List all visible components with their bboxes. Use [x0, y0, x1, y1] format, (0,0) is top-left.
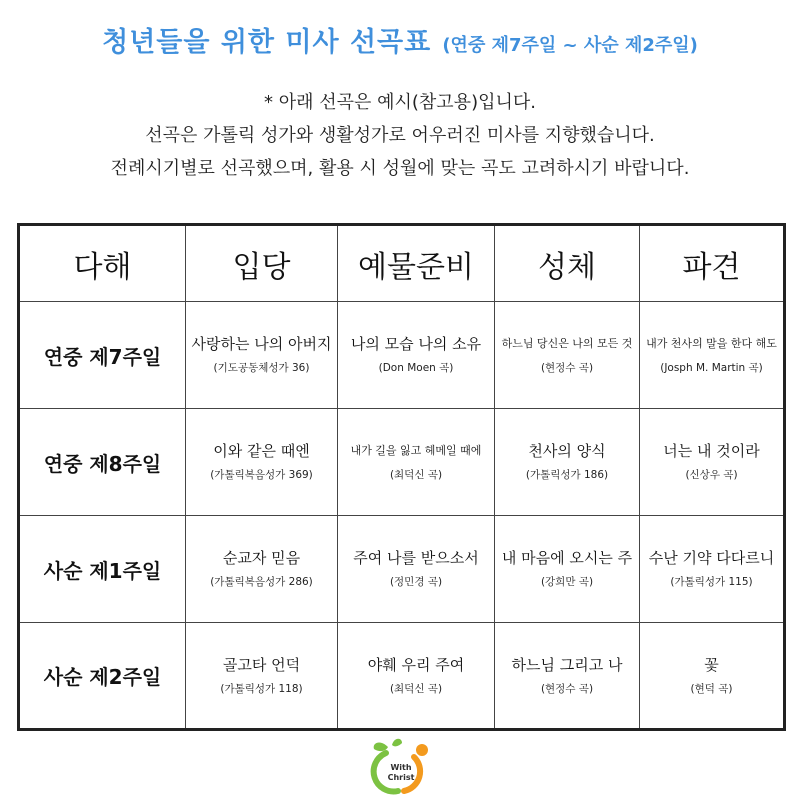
song-source: (가톨릭성가 118) [220, 682, 303, 695]
table-row [19, 302, 785, 409]
note-line: * 아래 선곡은 예시(참고용)입니다. [264, 92, 536, 113]
song-cell [640, 409, 785, 516]
song-title: 나의 모습 나의 소유 [350, 335, 482, 353]
song-cell [640, 516, 785, 623]
table-row [19, 409, 785, 516]
song-title: 사랑하는 나의 아버지 [191, 335, 332, 353]
song-source: (가톨릭복음성가 286) [210, 576, 313, 588]
song-cell [495, 409, 640, 516]
song-title: 골고타 언덕 [222, 655, 301, 674]
song-source: (기도공동체성가 36) [213, 362, 310, 374]
row-label: 사순 제1주일 [19, 516, 186, 623]
header-cell-cycle: 다해 [19, 225, 186, 302]
song-title: 주여 나를 받으소서 [353, 549, 479, 567]
song-title: 이와 같은 때엔 [213, 442, 310, 460]
title-subtitle: (연중 제7주일 ~ 사순 제2주일) [442, 35, 698, 56]
logo-text-line2: Christ [387, 773, 415, 782]
header-cell-recessional: 파견 [640, 225, 785, 302]
song-source: (최덕신 곡) [389, 469, 443, 481]
song-title: 수난 기약 다다르니 [648, 549, 775, 567]
song-cell [186, 302, 338, 409]
song-source: (정민경 곡) [389, 576, 443, 588]
row-label: 연중 제7주일 [19, 302, 186, 409]
song-source: (가톨릭성가 186) [525, 469, 609, 481]
note-line: 선곡은 가톨릭 성가와 생활성가로 어우러진 미사를 지향했습니다. [145, 125, 655, 146]
row-label: 연중 제8주일 [19, 409, 186, 516]
song-cell [338, 516, 495, 623]
song-source: (현덕 곡) [690, 682, 733, 695]
song-cell [338, 623, 495, 730]
song-cell [495, 623, 640, 730]
song-source: (Don Moen 곡) [378, 362, 454, 374]
song-title: 꽃 [704, 655, 719, 674]
song-cell [186, 409, 338, 516]
logo-text-line1: With [390, 763, 412, 772]
song-source: (현정수 곡) [540, 682, 594, 695]
title-main: 청년들을 위한 미사 선곡표 [102, 27, 432, 58]
song-source: (현정수 곡) [540, 362, 594, 374]
song-source: (최덕신 곡) [389, 682, 443, 695]
song-source: (가톨릭성가 115) [670, 576, 753, 588]
song-cell [640, 302, 785, 409]
fruit-icon [416, 744, 428, 756]
song-cell [186, 516, 338, 623]
song-source: (Josph M. Martin 곡) [660, 362, 763, 374]
song-title: 너는 내 것이라 [663, 442, 760, 460]
song-title: 하느님 당신은 나의 모든 것 [501, 337, 633, 350]
song-title: 천사의 양식 [528, 442, 606, 460]
song-title: 내가 길을 잃고 헤메일 때에 [350, 444, 482, 457]
song-schedule-table [17, 223, 786, 731]
with-christ-logo [370, 737, 432, 795]
row-label: 사순 제2주일 [19, 623, 186, 730]
table-header-row [19, 225, 785, 302]
table-row [19, 623, 785, 730]
song-source: (신상우 곡) [685, 469, 738, 481]
song-cell [338, 409, 495, 516]
song-cell [495, 516, 640, 623]
leaf-icon [392, 739, 402, 747]
page-title [0, 20, 800, 59]
notes-block [0, 86, 800, 185]
song-title: 내 마음에 오시는 주 [501, 549, 633, 567]
header-cell-offertory: 예물준비 [338, 225, 495, 302]
song-title: 순교자 믿음 [222, 549, 301, 567]
song-cell [338, 302, 495, 409]
song-cell [640, 623, 785, 730]
song-cell [186, 623, 338, 730]
leaf-icon [374, 743, 388, 752]
song-source: (가톨릭복음성가 369) [210, 469, 313, 481]
header-cell-entrance: 입당 [186, 225, 338, 302]
table-row [19, 516, 785, 623]
header-cell-communion: 성체 [495, 225, 640, 302]
song-title: 내가 천사의 말을 한다 해도 [646, 337, 777, 350]
song-title: 야훼 우리 주여 [367, 655, 465, 674]
note-line: 전례시기별로 선곡했으며, 활용 시 성월에 맞는 곡도 고려하시기 바랍니다. [110, 158, 690, 179]
song-title: 하느님 그리고 나 [511, 655, 623, 674]
song-source: (강희만 곡) [540, 576, 594, 588]
song-cell [495, 302, 640, 409]
